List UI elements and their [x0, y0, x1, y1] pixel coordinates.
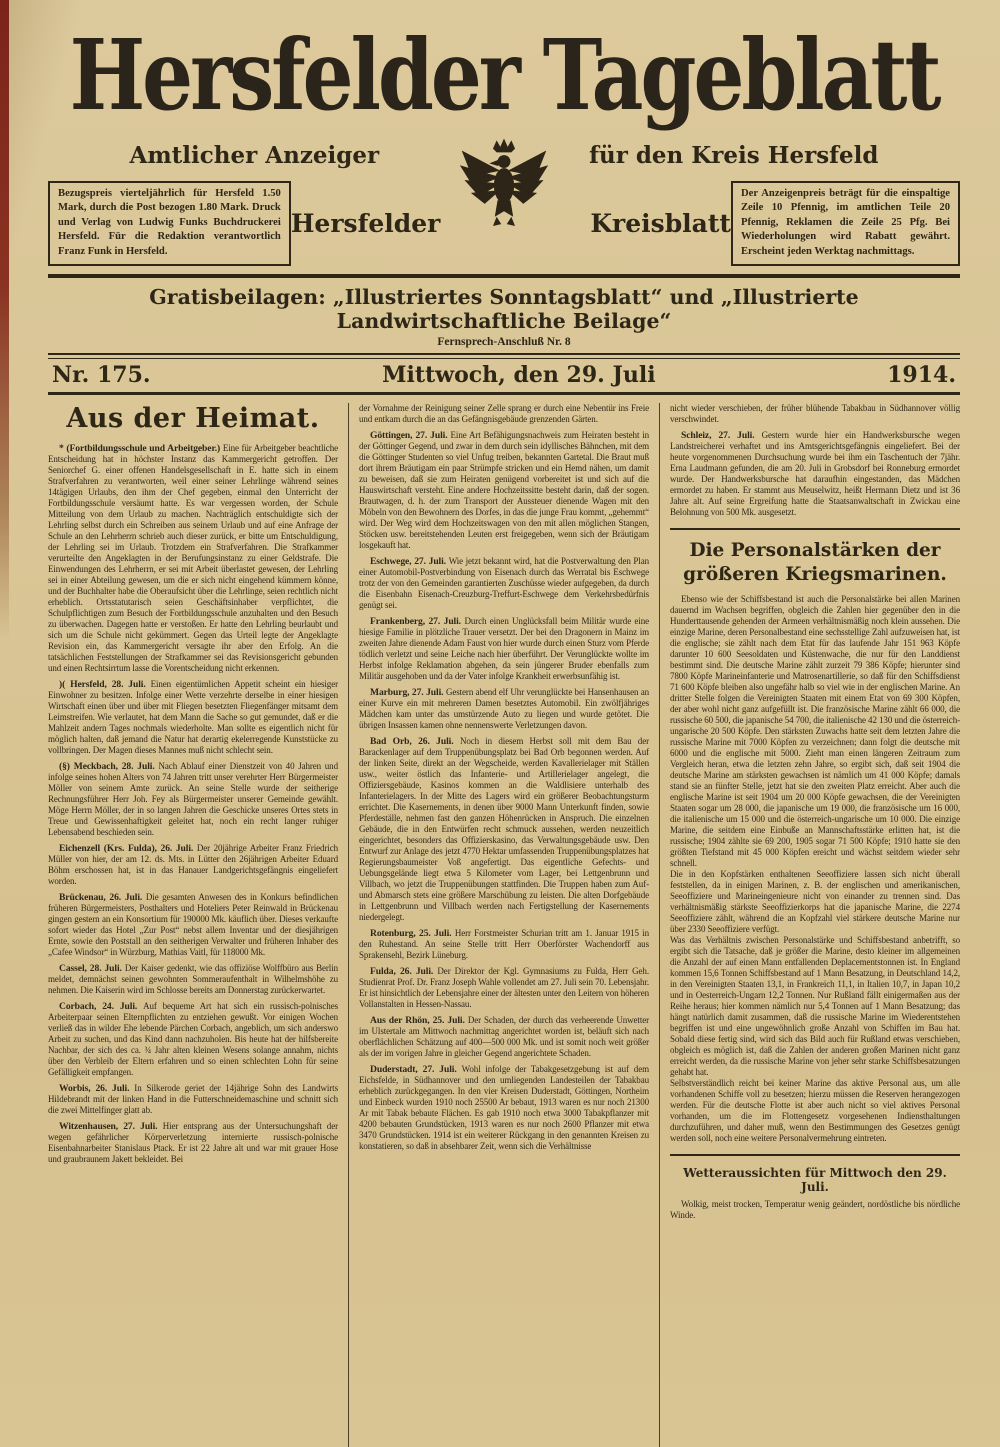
- article: Wolkig, meist trocken, Temperatur wenig geändert, nordöstliche bis nördliche Winde.: [670, 1198, 960, 1220]
- article: nicht wieder verschieben, der früher blühende Tabakbau in Südhannover völlig verschwindet.: [670, 402, 960, 424]
- article-dateline: Duderstadt, 27. Juli.: [370, 1063, 462, 1075]
- dateline-row: [48, 359, 960, 392]
- article-dateline: )( Hersfeld, 28. Juli.: [59, 678, 151, 690]
- center-label-left: Hersfelder: [290, 208, 441, 238]
- section-heading: Aus der Heimat.: [66, 402, 320, 434]
- article-dateline: Frankenberg, 27. Juli.: [370, 615, 465, 627]
- column-2: [348, 403, 659, 1447]
- article-dateline: Eichenzell (Krs. Fulda), 26. Juli.: [59, 842, 197, 854]
- article: * (Fortbildungsschule und Arbeitgeber.) Eine für Arbeitgeber beachtliche Entscheidung hat in höchster Instanz das Kammergericht getroffen. Der Seniorchef G. einer offenen Handelsgesellschaft in E. hatte sich in einem Strafverfahren zu verantworten, weil einer seiner Lehrlinge während seines 14tägigen Urlaubs, den ihm der Chef gegeben, einmal den Unterricht der Fortbildungsschule versäumt hatte. Es war vergessen worden, der Schule Mitteilung von dem Urlaub zu machen. Nachträglich entschuldigte sich der Lehrling selbst durch ein Schreiben aus seinem Urlaub und auf eine Anfrage der Schule an den Lehrherrn schrieb auch dieser zurück, er bitte um Entschuldigung, der Lehrling sei im Urlaub. Trotzdem ein Strafverfahren. Die Strafkammer verurteilte den Angeklagten in der Berufungsinstanz zu einer Geldstrafe. Die Einwendungen des Lehrherrn, er sei mit Arbeit überlastet gewesen, der Lehrling sei in einer Abteilung gewesen, um die er sich nicht eingehend kümmern könne, und der Buchhalter habe die Oberaufsicht über die Lehrlinge, seien rechtlich nicht erheblich. Ortsstatutarisch seien Geschäftsinhaber verpflichtet, die Schulpflichtigen zum Besuch der Fortbildungsschule anzuhalten und den Besuch zu überwachen. Dagegen hatte er verstoßen. Er hatte den Lehrling beurlaubt und sich um die Schule nicht gekümmert. Gegen das Urteil legte der Angeklagte Revision ein, das Kammergericht versagte ihr aber den Erfolg. An die tatsächlichen Feststellungen der Strafkammer sei das Revisionsgericht gebunden und einen Rechtsirrtum lasse die Vorentscheidung nicht erkennen.: [48, 442, 338, 673]
- imperial-eagle-icon: [458, 135, 550, 247]
- columns: [48, 403, 960, 1447]
- ad-price-box: Der Anzeigenpreis beträgt für die einspaltige Zeile 10 Pfennig, im amtlichen Teile 20 Pfennig, Reklamen die Zeile 25 Pfg. Bei Wiederholungen wird Rabatt gewährt. Erscheint jeden Werktag nachmittags.: [731, 181, 960, 266]
- article: Corbach, 24. Juli. Auf bequeme Art hat sich ein russisch-polnisches Arbeiterpaar seinen Elternpflichten zu entziehen gewußt. Vor einigen Wochen verließ das in wilder Ehe lebende Pärchen Corbach, angeblich, um sich anderswo Arbeit zu suchen, und das Kind dann nachzuholen. Bis heute hat der hilfsbereite Nachbar, der sich des ca. ¾ Jahr alten kleinen Wesens solange annahm, nichts über den Verbleib der Eltern erfahren und so einen schlechten Lohn für seine Gefälligkeit empfangen.: [48, 1000, 338, 1077]
- article-dateline: Worbis, 26. Juli.: [59, 1082, 135, 1094]
- article-headline: Die Personalstärken der größeren Kriegsmarinen.: [683, 539, 947, 585]
- gratis-supplements-line: Gratisbeilagen: „Illustriertes Sonntagsblatt“ und „Illustrierte Landwirtschaftliche Beilage“: [149, 284, 859, 333]
- article-dateline: Schleiz, 27. Juli.: [681, 429, 762, 441]
- article-dateline: Corbach, 24. Juli.: [59, 1000, 144, 1012]
- column-rule: [670, 528, 960, 530]
- article-dateline: Witzenhausen, 27. Juli.: [59, 1120, 163, 1132]
- rule-thick-top: [48, 274, 960, 278]
- article-dateline: Brückenau, 26. Juli.: [59, 891, 146, 903]
- masthead: [48, 17, 960, 266]
- article: Cassel, 28. Juli. Der Kaiser gedenkt, wie das offiziöse Wolffbüro aus Berlin meldet, demnächst seinen gewohnten Sommeraufenthalt in Wilhelmshöhe zu nehmen. Die Kaiserin wird im Schlosse bereits am Donnerstag zurückerwartet.: [48, 962, 338, 995]
- article: Marburg, 27. Juli. Gestern abend elf Uhr verunglückte bei Hansenhausen an einer Kurve ein mit mehreren Damen besetztes Automobil. Ein zwölfjähriges Mädchen kam unter das umstürzende Auto zu liegen und wurde getötet. Die übrigen Insassen kamen ohne nennenswerte Verletzungen davon.: [359, 686, 649, 730]
- article: Eschwege, 27. Juli. Wie jetzt bekannt wird, hat die Postverwaltung den Plan einer Automobil-Postverbindung von Eisenach durch das Werratal bis Eschwege trotz der von den Gemeinden garantierten Zuschüsse wieder aufgegeben, da durch die Eisenbahn Eisenach-Creuzburg-Treffurt-Eschwege dem Verkehrsbedürfnis genügt sei.: [359, 555, 649, 610]
- article-dateline: Marburg, 27. Juli.: [370, 686, 446, 698]
- weather-heading: Wetteraussichten für Mittwoch den 29. Juli.: [683, 1165, 947, 1194]
- article: Fulda, 26. Juli. Der Direktor der Kgl. Gymnasiums zu Fulda, Herr Geh. Studienrat Prof. Dr. Franz Joseph Wahle vollendet am 27. Juli sein 70. Lebensjahr. Er ist hinsichtlich der Lebensjahre einer der ältesten unter den Leitern von höheren Vollanstalten in Hessen-Nassau.: [359, 965, 649, 1009]
- article-dateline: Fulda, 26. Juli.: [370, 965, 438, 977]
- center-label-right: Kreisblatt: [590, 208, 731, 238]
- issue-number: Nr. 175.: [52, 361, 151, 388]
- article: Selbstverständlich reicht bei keiner Marine das aktive Personal aus, um alle vorhandenen Schiffe voll zu besetzen; hierzu müssen die Reserven herangezogen werden. Für die deutsche Flotte ist aber auch nicht so viel aktives Personal vorhanden, um die im Flottengesetz vorgesehenen Indiensthaltungen durchzuführen, und daher muß, wenn den Bestimmungen des Gesetzes genügt werden soll, noch eine weitere Personalvermehrung eintreten.: [670, 1077, 960, 1143]
- article-dateline: Aus der Rhön, 25. Juli.: [370, 1014, 468, 1026]
- subtitle-left: Amtlicher Anzeiger: [129, 141, 380, 169]
- article-dateline: Bad Orb, 26. Juli.: [370, 735, 460, 747]
- article: Worbis, 26. Juli. In Silkerode geriet der 14jährige Sohn des Landwirts Hildebrandt mit der linken Hand in die Futterschneidemaschine und schnitt sich die zwei Mittelfinger glatt ab.: [48, 1082, 338, 1115]
- telephone-line: Fernsprech-Anschluß Nr. 8: [437, 335, 571, 348]
- article: (§) Meckbach, 28. Juli. Nach Ablauf einer Dienstzeit von 40 Jahren und infolge seines hohen Alters von 74 Jahren tritt unser verehrter Herr Bürgermeister Möller von seinem Amte zurück. An seine Stelle wurde der seitherige Rechnungsführer Herr Joh. Fey als Bürgermeister unserer Gemeinde gewählt. Möge Herrn Möller, der in so langen Jahren die Geschicke unseres Ortes stets in Treue und Gewissenhaftigkeit geleitet hat, noch ein recht langer ruhiger Lebensabend beschieden sein.: [48, 760, 338, 837]
- article: Bad Orb, 26. Juli. Noch in diesem Herbst soll mit dem Bau der Barackenlager auf dem Truppenübungsplatz bei Bad Orb begonnen werden. Auf der linken Seite, direkt an der Wegscheide, werden Kavallerielager mit Ställen usw., weiter östlich das Infanterie- und Artillerielager angelegt, die Offiziersgebäude, Kasinos kommen an die Waldlisiere unterhalb des Infanterielagers. In der Mitte des Lagers wird ein größerer Beobachtungsturm errichtet. Die Kasernements, in denen über 9000 Mann Unterkunft finden, sowie Pferdeställe, nehmen fast den ganzen Höhenrücken in Anspruch. Die einzelnen Gebäude, die in den Entwürfen recht schmuck aussehen, werden neuzeitlich eingerichtet, besonders das Offizierskasino, das Verwaltungsgebäude usw. Den Entwurf zur Anlage des jetzt 4770 Hektar umfassenden Truppenübungsplatzes hat Regierungsbaumeister Voß angefertigt. Das eigentliche Gefechts- und Uebungsgelände liegt etwa 5 Kilometer vom Lager, bei Lettgenbrunn und Villbach, wo jetzt die Truppenübungen stattfinden. Die Truppen haben zum Auf- und Abmarsch stets eine größere Marschübung zu leisten. Die alten Dorfgebäude in Lettgenbrunn und Villbach werden nach Fertigstellung der Kasernements niedergelegt.: [359, 735, 649, 922]
- dateline-date: Mittwoch, den 29. Juli: [382, 361, 656, 388]
- article: Frankenberg, 27. Juli. Durch einen Unglücksfall beim Militär wurde eine hiesige Familie in plötzliche Trauer versetzt. Der bei den Dragonern in Mainz im zweiten Jahre dienende Adam Faust von hier wurde durch einen Sturz vom Pferde tödlich verletzt und seine Leiche nach hier überführt. Der Verunglückte wollte im Herbst infolge Reklamation abgehen, da sein jüngerer Bruder ebenfalls zum Militär ausgehoben und da der Vater infolge Krankheit erwerbsunfähig ist.: [359, 615, 649, 681]
- article-dateline: Eschwege, 27. Juli.: [370, 555, 449, 567]
- article: Aus der Rhön, 25. Juli. Der Schaden, der durch das verheerende Unwetter im Ulstertale am Mittwoch nachmittag angerichtet worden ist, beläuft sich nach oberflächlichen Schätzung auf 400—500 000 Mk. und ist somit noch weit größer als der im vorigen Jahre in gleicher Gegend angerichtete Schaden.: [359, 1014, 650, 1058]
- article: Ebenso wie der Schiffsbestand ist auch die Personalstärke bei allen Marinen dauernd im Wachsen begriffen, obgleich die Zahlen hier gegenüber den in die Hunderttausende gehenden der Armeen verhältnismäßig noch klein aussehen. Die einzige Marine, deren Personalbestand eine sechsstellige Zahl aufzuweisen hat, ist die englische; sie zählt nach dem Etat für das laufende Jahr 151 963 Köpfe darunter 10 600 Seesoldaten und Küstenwache, die nur für den Landdienst bestimmt sind. Die deutsche Marine zählt zurzeit 79 386 Köpfe; hierunter sind 7800 Köpfe Marineinfanterie und Matrosenartillerie, so daß für den Schiffsdienst 71 600 Köpfe bleiben also ungefähr halb so viel wie in der englischen Marine. An dritter Stelle folgen die Vereinigten Staaten mit einem Etat von 69 300 Köpfen, der aber wohl nicht ganz aufgefüllt ist. Die französische Marine zählt 66 000, die russische 60 500, die japanische 54 700, die italienische 42 130 und die österreich-ungarische 20 500 Köpfe. Den stärksten Zuwachs hatte seit dem letzten Jahre die russische Marine mit 7000 Köpfen zu verzeichnen; dann folgt die deutsche mit 6000 und die englische mit 5000. Zieht man einen längeren Zeitraum zum Vergleich heran, etwa die letzten zehn Jahre, so ergibt sich, daß seit 1904 die deutsche Marine am stärksten gewachsen ist nämlich um 41 000 Köpfe; damals stand sie an fünfter Stelle, jetzt hat sie den zweiten Platz erreicht. Aber auch die englische Marine ist seit 1904 um 20 000 Köpfe gewachsen, die der Vereinigten Staaten sogar um 28 000, die japanische um 19 000, die französische um 16 000, die italienische um 15 000 und die österreich-ungarische um 10 000. Die einzige Marine, die seitdem eine Einbuße an Mannschaftsstärke erlitten hat, ist die russische; 1904 zählte sie 69 200, 1905 sogar 71 500 Köpfe; 1910 hatte sie den größten Tiefstand mit 45 000 Köpfen ereicht und wächst seitdem wieder sehr schnell.: [670, 593, 960, 868]
- publisher-band: [48, 181, 960, 266]
- article: Eichenzell (Krs. Fulda), 26. Juli. Der 20jährige Arbeiter Franz Friedrich Müller von hier, der am 12. ds. Mts. in Lütter den 26jährigen Arbeiter Eduard Böhm erschossen hat, ist in das Hanauer Landgerichtsgefängnis eingeliefert worden.: [48, 842, 338, 886]
- column-1: [48, 403, 348, 1447]
- newspaper-title: Hersfelder Tageblatt: [69, 17, 939, 133]
- article-dateline: Cassel, 28. Juli.: [59, 962, 125, 974]
- dateline-year: 1914.: [887, 361, 956, 388]
- article-dateline: Rotenburg, 25. Juli.: [370, 927, 455, 939]
- subscription-price-box: Bezugspreis vierteljährlich für Hersfeld 1.50 Mark, durch die Post bezogen 1.80 Mark. Druck und Verlag von Ludwig Funks Buchdruckerei Hersfeld. Für die Redaktion verantwortlich Franz Funk in Hersfeld.: [48, 181, 291, 266]
- article-dateline: * (Fortbildungsschule und Arbeitgeber.): [59, 442, 223, 454]
- column-3: [659, 403, 960, 1447]
- article: Was das Verhältnis zwischen Personalstärke und Schiffsbestand anbetrifft, so ergibt sich die Tatsache, daß je größer die Marine, desto kleiner im allgemeinen die Anzahl der auf einen Mann entfallenden Deplacementstonnen ist. In England kommen 15,6 Tonnen Schiffsbestand auf 1 Mann Besatzung, in Deutschland 14,2, in den Vereinigten Staaten 13,1, in Frankreich 11,1, in Italien 10,7, in Japan 10,2 und in Oesterreich-Ungarn 12,2 Tonnen. Nur Rußland fällt einigermaßen aus der Reihe heraus; hier kommen nämlich nur 5,4 Tonnen auf 1 Mann Besatzung; das hängt natürlich damit zusammen, daß die russische Marine im Wiederentstehen begriffen ist und eine ungewöhnlich große Anzahl von Schiffen im Bau hat. Sobald diese fertig sind, wird sich das Bild auch für Rußland etwas verschieben, obgleich es möglich ist, daß die Zahlen der anderen großen Marinen nicht ganz erreicht werden, da die russische Marine von jeher sehr starke Schiffsbesatzungen gehabt hat.: [670, 934, 960, 1077]
- subtitle-right: für den Kreis Hersfeld: [589, 141, 879, 169]
- article-dateline: (§) Meckbach, 28. Juli.: [59, 760, 159, 772]
- rule-thick-bottom: [48, 392, 960, 395]
- article: Brückenau, 26. Juli. Die gesamten Anwesen des in Konkurs befindlichen früheren Bürgermeisters, Posthalters und Hoteliers Peter Reinwald in Brückenau gingen gestern an ein Konsortium für 190000 Mk. käuflich über. Dieses verkaufte sofort wieder das Hotel „Zur Post“ nebst allem Inventar und der diesjährigen Ernte, sowie den Poststall an den seitherigen Verwalter und früheren Inhaber des „Cafee Windsor“ in Würzburg, Mathias Vaitl, für 118000 Mk.: [48, 891, 338, 957]
- article: Rotenburg, 25. Juli. Herr Forstmeister Schurian tritt am 1. Januar 1915 in den Ruhestand. An seine Stelle tritt Herr Oberförster Wachendorff aus Sprakensehl, Bezirk Lüneburg.: [359, 927, 649, 960]
- article-dateline: Göttingen, 27. Juli.: [370, 429, 451, 441]
- article: Witzenhausen, 27. Juli. Hier entsprang aus der Untersuchungshaft der wegen gefährlicher Körperverletzung internierte russisch-polnische Eisenbahnarbeiter Stanislaus Ptack. Er ist 22 Jahre alt und war mit grauer Hose und graubraunem Jakett bekleidet. Bei: [48, 1120, 338, 1164]
- article: Die in den Kopfstärken enthaltenen Seeoffiziere lassen sich nicht überall feststellen, da in einigen Marinen, z. B. der englischen und amerikanischen, Seeoffiziere und Marineingenieure nicht von einander zu trennen sind. Das verhältnismäßig stärkste Seeoffizierkorps hat die japanische Marine, die 2274 Seeoffiziere zählt, während die an Kopfzahl viel stärkere deutsche Marine nur über 2330 Seeoffiziere verfügt.: [670, 868, 960, 934]
- article: )( Hersfeld, 28. Juli. Einen eigentümlichen Appetit scheint ein hiesiger Einwohner zu besitzen. Infolge einer Wette verzehrte derselbe in einer hiesigen Wirtschaft einen über und über mit Fliegen besetzten Fliegenfänger mitsamt dem Leimstreifen. Wie verlautet, hat dem Mann die Sache so gut gemundet, daß er die Mahlzeit andern Tages nochmals wiederholte. Man sollte es eigentlich nicht für möglich halten, daß jemand die Natur hat derartig ekelerregende Kunststücke zu vollbringen. Der Magen dieses Mannes muß nicht schlecht sein.: [48, 678, 338, 755]
- article: Göttingen, 27. Juli. Eine Art Befähigungsnachweis zum Heiraten besteht in der Göttinger Gegend, und zwar in dem durch sein idyllisches Bähnchen, mit dem die Göttinger Studenten so viel Unfug treiben, bekannten Gartetal. Die Braut muß dort ihrem Bräutigam ein paar Strümpfe stricken und ein Hemd nähen, um damit zu beweisen, daß sie zum Heiraten genügend vorbereitet ist und sich auf die Hauswirtschaft versteht. Eine andere Hochzeitssitte besteht darin, daß der sogen. Brautwagen, d. h. der zum Transport der Aussteuer dienende Wagen mit den Möbeln von den Bewohnern des Dorfes, in das die junge Frau kommt, „gehemmt“ wird. Der Weg wird dem Hochzeitswagen von den mit allen möglichen Stangen, Stöcken usw. bereitstehenden Leuten erst freigegeben, wenn sich der Bräutigam losgekauft hat.: [359, 429, 649, 550]
- article: Schleiz, 27. Juli. Gestern wurde hier ein Handwerksbursche wegen Landstreicherei verhaftet und ins Amtsgerichtsgefängnis eingeliefert. Bei der heute vorgenommenen Durchsuchung wurde bei ihm ein Taschentuch der 7jähr. Erna Laudmann gefunden, die am 20. Juli in Grobsdorf bei Ronneburg ermordet wurde. Der Handwerksbursche hat daraufhin eingestanden, das Mädchen ermordet zu haben. Er stammt aus Meuselwitz, heißt Hermann Dietz und ist 36 Jahre alt. Auf seine Ergreifung hatte die Staatsanwaltschaft in Zwickau eine Belohnung von 500 Mk. ausgesetzt.: [670, 429, 960, 517]
- article: Duderstadt, 27. Juli. Wohl infolge der Tabakgesetzgebung ist auf dem Eichsfelde, in Südhannover und den umliegenden Landesteilen der Tabakbau erheblich zurückgegangen. In den vier Kreisen Duderstadt, Göttingen, Northeim und Einbeck wurden 1910 noch 25500 Ar bebaut, 1913 waren es nur noch 21300 Ar mit Tabak bebaute Flächen. Es gab 1910 noch etwa 3000 Tabakpflanzer mit 4200 bebauten Grundstücken, 1913 waren es nur noch 2600 Pflanzer mit etwa 3470 Grundstücken. 1914 ist ein weiterer Rückgang in den genannten Kreisen zu konstatieren, so daß in absehbarer Zeit, wenn sich die Verhältnisse: [359, 1063, 649, 1151]
- article: der Vornahme der Reinigung seiner Zelle sprang er durch eine Nebentür ins Freie und entkam durch die an das Gefängnisgebäude grenzenden Gärten.: [359, 402, 649, 424]
- column-rule: [670, 1154, 960, 1156]
